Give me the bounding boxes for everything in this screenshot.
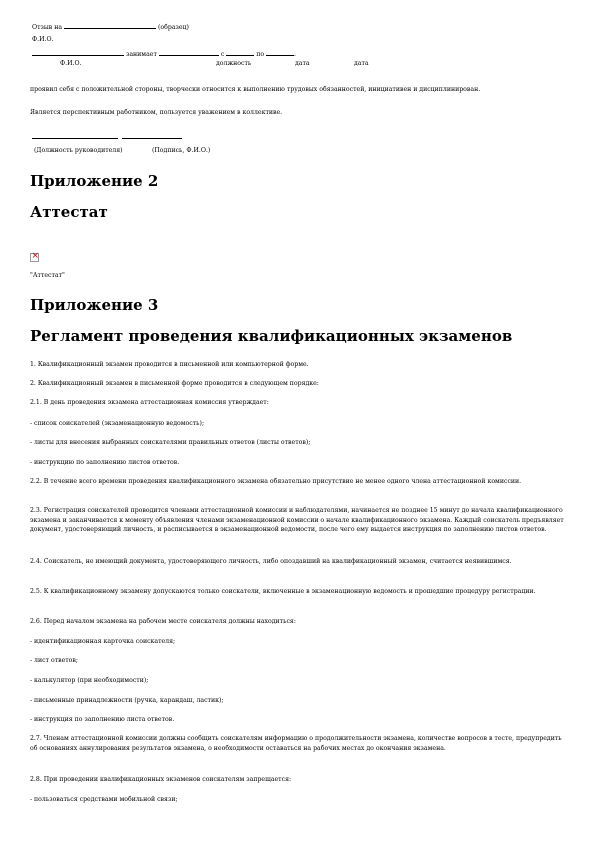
blank-line xyxy=(266,48,294,56)
caption-date-2: дата xyxy=(354,60,369,67)
signature-line-position xyxy=(32,138,118,139)
form-line-3: занимает с по . xyxy=(32,48,296,59)
blank-line xyxy=(159,48,219,56)
regulation-paragraph: 2.6. Перед началом экзамена на рабочем месте соискателя должны находиться: xyxy=(30,618,296,625)
blank-line xyxy=(64,21,156,29)
regulation-paragraph: 2.8. При проведении квалификационных экзаменов соискателям запрещается: xyxy=(30,776,292,783)
regulation-list-item: - инструкция по заполнению листа ответов. xyxy=(30,716,175,723)
regulation-paragraph: 2.5. К квалификационному экзамену допускаются только соискатели, включенные в экзаменационную ведомость и прошедшие процедуру регистрации. xyxy=(30,588,536,595)
regulation-paragraph: 2.3. Регистрация соискателей проводится членами аттестационной комиссии и наблюдателями, начинается не позднее 15 минут до начала квалификационного экзамена и заканчивается к моменту объявления членами экзаменационной комиссии о начале квалификационного экзамена. Каждый соискатель предъявляет документ, удостоверяющий личность, и расписывается в экзаменационной ведомости, после чего ему выдается инструкция по заполнению листов ответов. xyxy=(30,507,564,533)
blank-line xyxy=(226,48,254,56)
form-body-paragraph-1: проявил себя с положительной стороны, творчески относится к выполнению трудовых обязанностей, инициативен и дисциплинирован. xyxy=(30,86,481,93)
regulation-paragraph: 2.2. В течение всего времени проведения квалификационного экзамена обязательно присутствие не менее одного члена аттестационной комиссии. xyxy=(30,478,522,485)
form-body-paragraph-2: Является перспективным работником, пользуется уважением в коллективе. xyxy=(30,109,283,116)
blank-line xyxy=(32,48,124,56)
appendix-2-heading: Приложение 2 xyxy=(30,172,159,190)
caption-date-1: дата xyxy=(295,60,310,67)
appendix-3-heading: Приложение 3 xyxy=(30,296,159,314)
regulation-paragraph: 2. Квалификационный экзамен в письменной форме проводится в следующем порядке: xyxy=(30,380,319,387)
signature-line-signature xyxy=(122,138,182,139)
regulation-list-item: - список соискателей (экзаменационную ведомость); xyxy=(30,420,205,427)
appendix-3-subheading: Регламент проведения квалификационных экзаменов xyxy=(30,327,513,345)
regulation-list-item: - пользоваться средствами мобильной связи; xyxy=(30,796,178,803)
image-alt-caption: "Аттестат" xyxy=(30,272,65,279)
regulation-list-item: - лист ответов; xyxy=(30,657,78,664)
regulation-list-item: - калькулятор (при необходимости); xyxy=(30,677,149,684)
regulation-paragraph: 2.1. В день проведения экзамена аттестационная комиссия утверждает: xyxy=(30,399,269,406)
regulation-list-item: - идентификационная карточка соискателя; xyxy=(30,638,176,645)
regulation-list-item: - письменные принадлежности (ручка, карандаш, ластик); xyxy=(30,697,224,704)
appendix-2-subheading: Аттестат xyxy=(30,203,108,221)
caption-fio: Ф.И.О. xyxy=(60,60,82,67)
broken-image-icon xyxy=(30,253,39,262)
caption-position: должность xyxy=(216,60,252,67)
form-line-2: Ф.И.О. xyxy=(32,36,54,43)
signature-caption-position: (Должность руководителя) xyxy=(34,147,123,154)
regulation-list-item: - инструкцию по заполнению листов ответов. xyxy=(30,459,180,466)
signature-caption-signature: (Подпись, Ф.И.О.) xyxy=(152,147,211,154)
form-line-1: Отзыв на (образец) xyxy=(32,21,189,32)
regulation-paragraph: 1. Квалификационный экзамен проводится в письменной или компьютерной форме. xyxy=(30,361,309,368)
regulation-list-item: - листы для внесения выбранных соискателями правильных ответов (листы ответов); xyxy=(30,439,311,446)
regulation-paragraph: 2.7. Членам аттестационной комиссии должны сообщить соискателям информацию о продолжительности экзамена, количестве вопросов в тесте, предупредить об основаниях аннулирования результатов экзамена, о необходимости оставаться на рабочих местах до окончания экзамена. xyxy=(30,735,562,752)
regulation-paragraph: 2.4. Соискатель, не имеющий документа, удостоверяющего личность, либо опоздавший на квалификационный экзамен, считается неявившимся. xyxy=(30,558,512,565)
